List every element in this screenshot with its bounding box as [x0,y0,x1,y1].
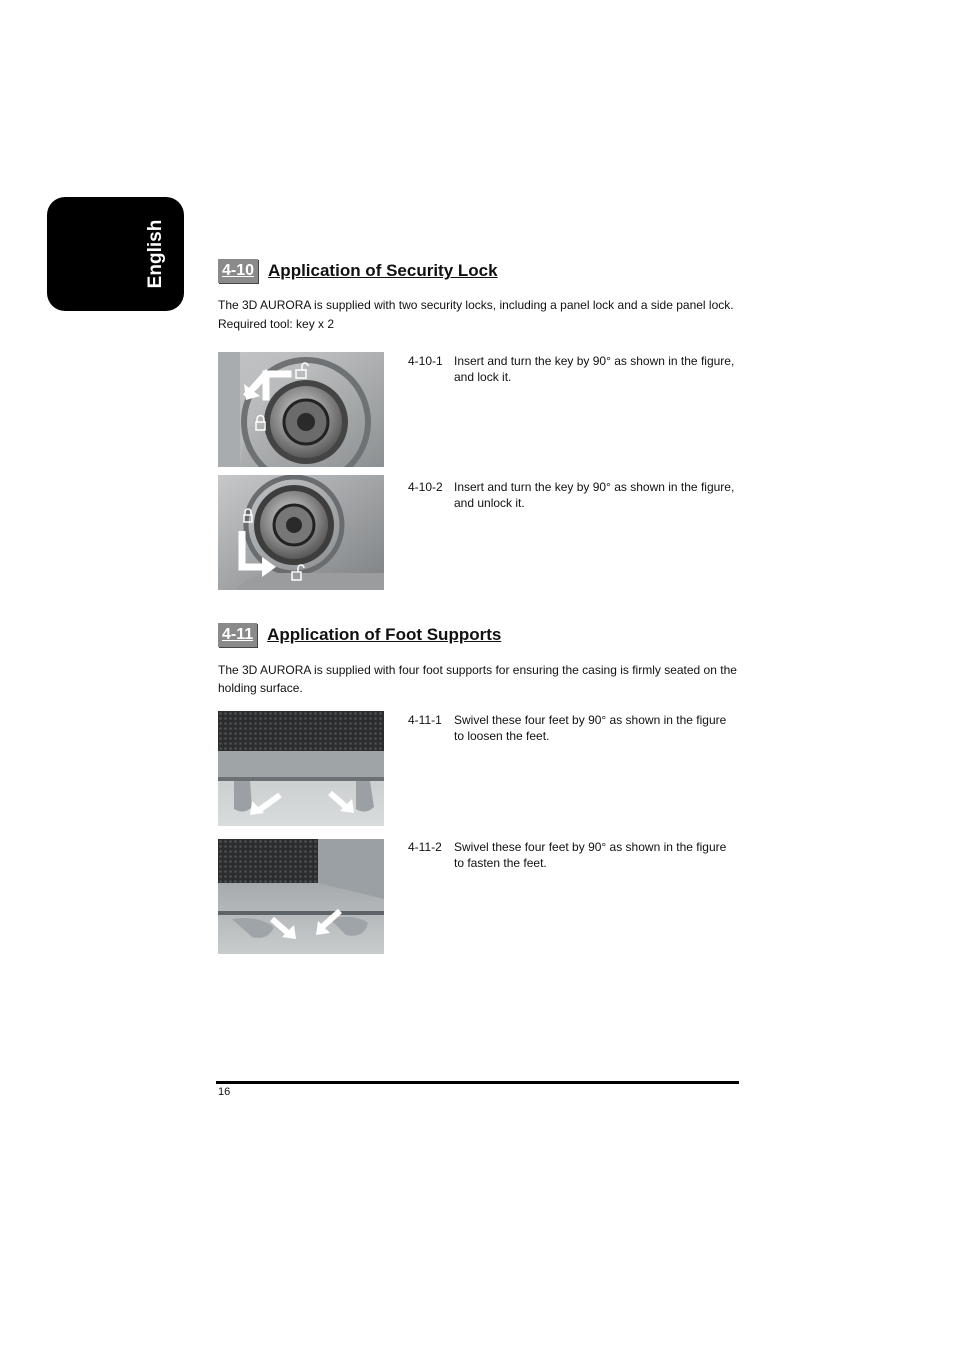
step-4-11-2 [408,839,738,871]
photo-key-unlock [218,475,384,590]
footer-rule [216,1081,739,1084]
photo-feet-fasten [218,839,384,954]
step-4-10-2 [408,479,738,511]
intro-line: The 3D AURORA is supplied with two security locks, including a panel lock and a side panel lock. [218,298,734,312]
language-tab-label: English [145,219,166,289]
section-title: Application of Foot Supports [267,625,502,644]
page-number: 16 [218,1086,231,1098]
section-number-badge: 4-10 [218,259,258,283]
step-number: 4-10-2 [408,480,443,494]
section-number-badge: 4-11 [218,623,257,647]
section-intro [218,296,738,333]
step-4-10-1 [408,353,738,385]
step-text: Swivel these four feet by 90° as shown in the figure to fasten the feet. [454,840,727,870]
step-4-11-1 [408,712,738,744]
intro-line: Required tool: key x 2 [218,317,335,331]
step-number: 4-10-1 [408,354,443,368]
section-intro [218,661,738,697]
section-heading-foot-supports [218,622,501,648]
photo-key-lock [218,352,384,467]
intro-line: The 3D AURORA is supplied with four foot supports for ensuring the casing is firmly seated on the holding surface. [218,663,737,695]
section-heading-security-lock [218,258,498,284]
step-text: Insert and turn the key by 90° as shown in the figure, and unlock it. [454,480,735,510]
photo-feet-loosen [218,711,384,826]
step-number: 4-11-2 [408,840,442,854]
step-text: Insert and turn the key by 90° as shown in the figure, and lock it. [454,354,735,384]
step-text: Swivel these four feet by 90° as shown in the figure to loosen the feet. [454,713,727,743]
section-title: Application of Security Lock [268,261,498,280]
step-number: 4-11-1 [408,713,442,727]
